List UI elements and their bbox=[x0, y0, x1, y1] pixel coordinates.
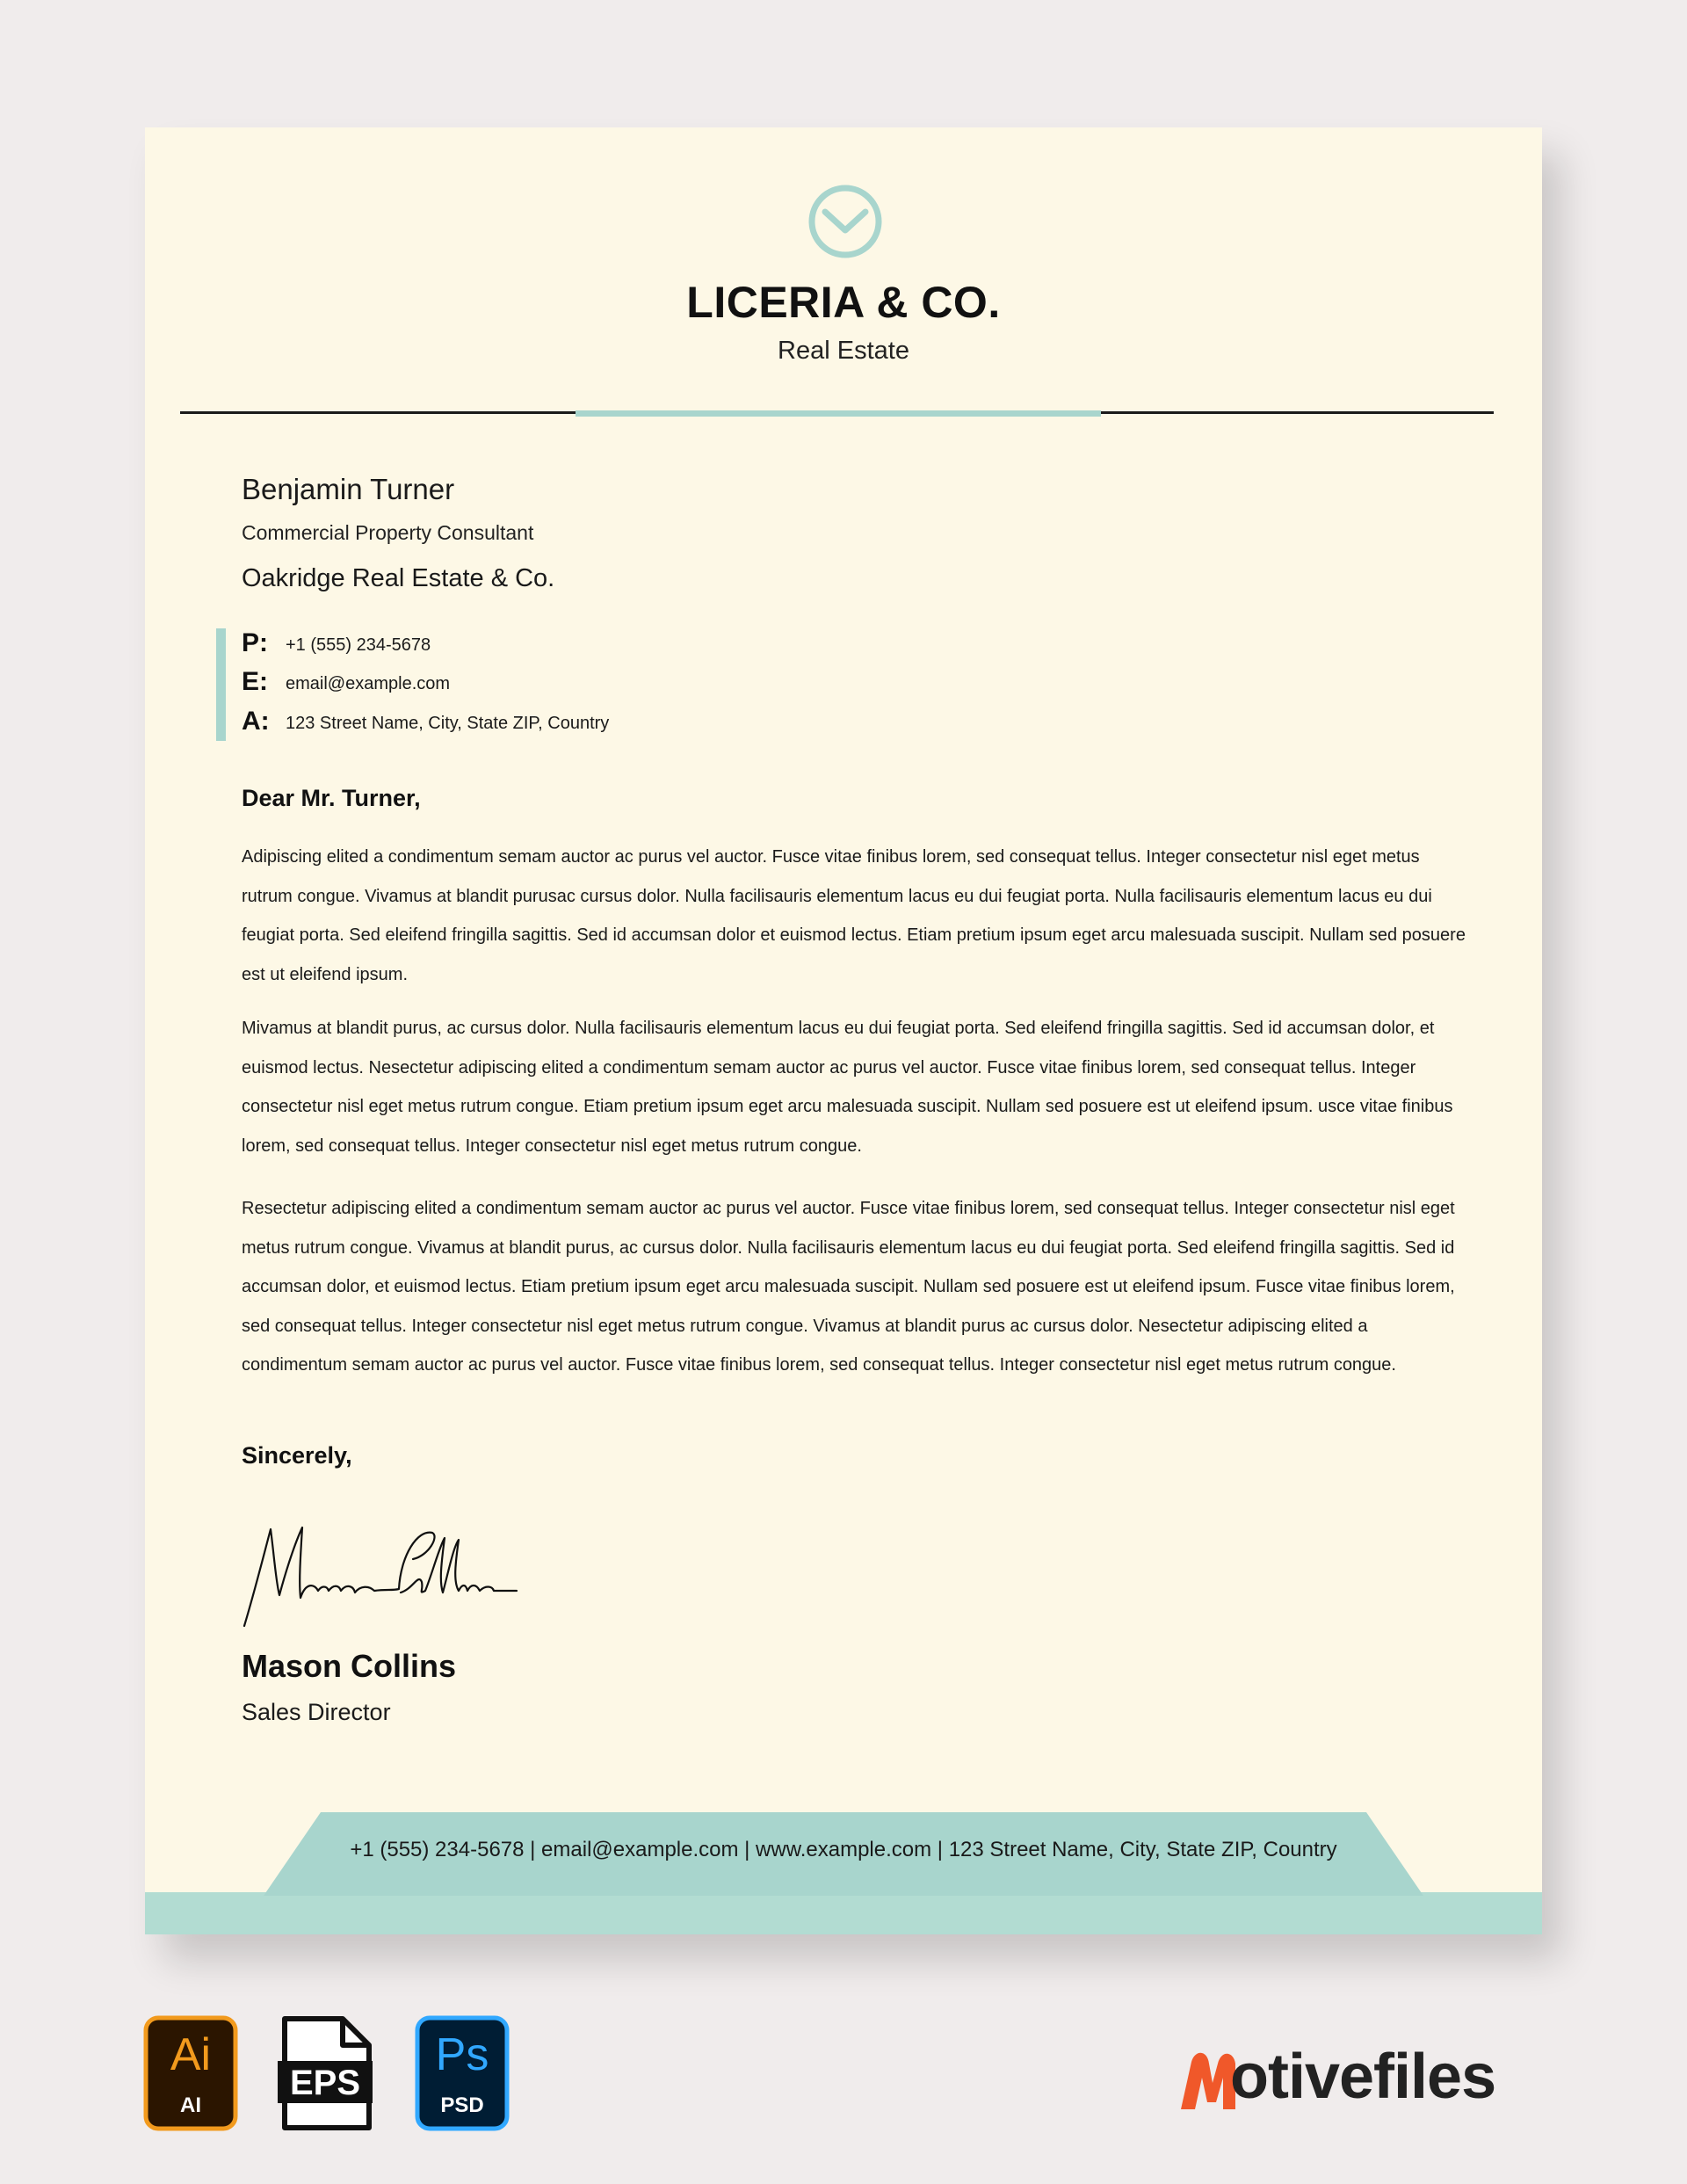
letter-paragraph: Mivamus at blandit purus, ac cursus dolor. Nulla facilisauris elementum lacus eu dui feugiat porta. Sed eleifend fringilla sagittis. Sed id accumsan dolor, et euismod lectus. Nesectetur adipiscing elited a condimentum semam auctor ac purus vel auctor. Fusce vitae finibus lorem, sed consequat tellus. Integer consectetur nisl eget metus rutrum congue. Etiam pretium ipsum eget arcu malesuada suscipit. Nullam sed posuere est ut eleifend ipsum. usce vitae finibus lorem, sed consequat tellus. Integer consectetur nisl eget metus rutrum congue. bbox=[242, 1019, 1453, 1156]
letter-paragraph: Resectetur adipiscing elited a condimentum semam auctor ac purus vel auctor. Fusce vitae finibus lorem, sed consequat tellus. Integer consectetur nisl eget metus rutrum congue. Vivamus at blandit purus, ac cursus dolor. Nulla facilisauris elementum lacus eu dui feugiat porta. Sed eleifend fringilla sagittis. Sed id accumsan dolor, et euismod lectus. Etiam pretium ipsum eget arcu malesuada suscipit. Nullam sed posuere est ut eleifend ipsum. Fusce vitae finibus lorem, sed consequat tellus. Integer consectetur nisl eget metus rutrum congue. Vivamus at blandit purus ac cursus dolor. Nesectetur adipiscing elited a condimentum semam auctor ac purus vel auctor. Fusce vitae finibus lorem, sed consequat tellus. Integer consectetur nisl eget metus rutrum congue. bbox=[242, 1199, 1455, 1375]
closing: Sincerely, bbox=[242, 1442, 352, 1469]
contact-label: A: bbox=[242, 707, 270, 736]
contact-label: E: bbox=[242, 667, 268, 696]
envelope-circle-icon bbox=[806, 182, 885, 261]
recipient-name: Benjamin Turner bbox=[242, 473, 455, 505]
adobe-photoshop-icon bbox=[415, 2015, 510, 2131]
footer-band bbox=[145, 1892, 1542, 1934]
format-caption: PSD bbox=[440, 2093, 484, 2117]
signer-name: Mason Collins bbox=[242, 1648, 457, 1684]
company-name: LICERIA & CO. bbox=[686, 278, 1001, 327]
format-caption: AI bbox=[180, 2093, 201, 2117]
contact-accent-bar bbox=[216, 628, 226, 741]
contact-value: 123 Street Name, City, State ZIP, Country bbox=[286, 714, 610, 733]
footer-contact-line: +1 (555) 234-5678 | email@example.com | www.example.com | 123 Street Name, City, State ZIP, Country bbox=[350, 1838, 1337, 1861]
contact-value: +1 (555) 234-5678 bbox=[286, 635, 431, 655]
format-glyph: Ps bbox=[435, 2029, 489, 2080]
format-glyph: EPS bbox=[289, 2064, 361, 2102]
letterhead-page bbox=[145, 127, 1542, 1934]
format-glyph: Ai bbox=[170, 2029, 212, 2080]
adobe-illustrator-icon bbox=[143, 2015, 238, 2131]
signer-title: Sales Director bbox=[242, 1699, 391, 1725]
contact-value: email@example.com bbox=[286, 674, 451, 693]
recipient-title: Commercial Property Consultant bbox=[242, 521, 534, 544]
contact-label: P: bbox=[242, 628, 268, 657]
brand-name: otivefiles bbox=[1230, 2042, 1496, 2112]
salutation: Dear Mr. Turner, bbox=[242, 785, 421, 811]
signature bbox=[237, 1520, 518, 1630]
eps-file-icon bbox=[278, 2015, 373, 2131]
header-divider-accent bbox=[576, 410, 1101, 417]
company-tagline: Real Estate bbox=[778, 337, 909, 365]
recipient-company: Oakridge Real Estate & Co. bbox=[242, 564, 555, 592]
letter-paragraph: Adipiscing elited a condimentum semam auctor ac purus vel auctor. Fusce vitae finibus lorem, sed consequat tellus. Integer consectetur nisl eget metus rutrum congue. Vivamus at blandit purusac cursus dolor. Nulla facilisauris elementum lacus eu dui feugiat porta. Nulla facilisauris elementum lacus eu dui feugiat porta. Sed eleifend fringilla sagittis. Sed id accumsan dolor et euismod lectus. Etiam pretium ipsum eget arcu malesuada suscipit. Nullam sed posuere est ut eleifend ipsum. bbox=[242, 847, 1466, 984]
